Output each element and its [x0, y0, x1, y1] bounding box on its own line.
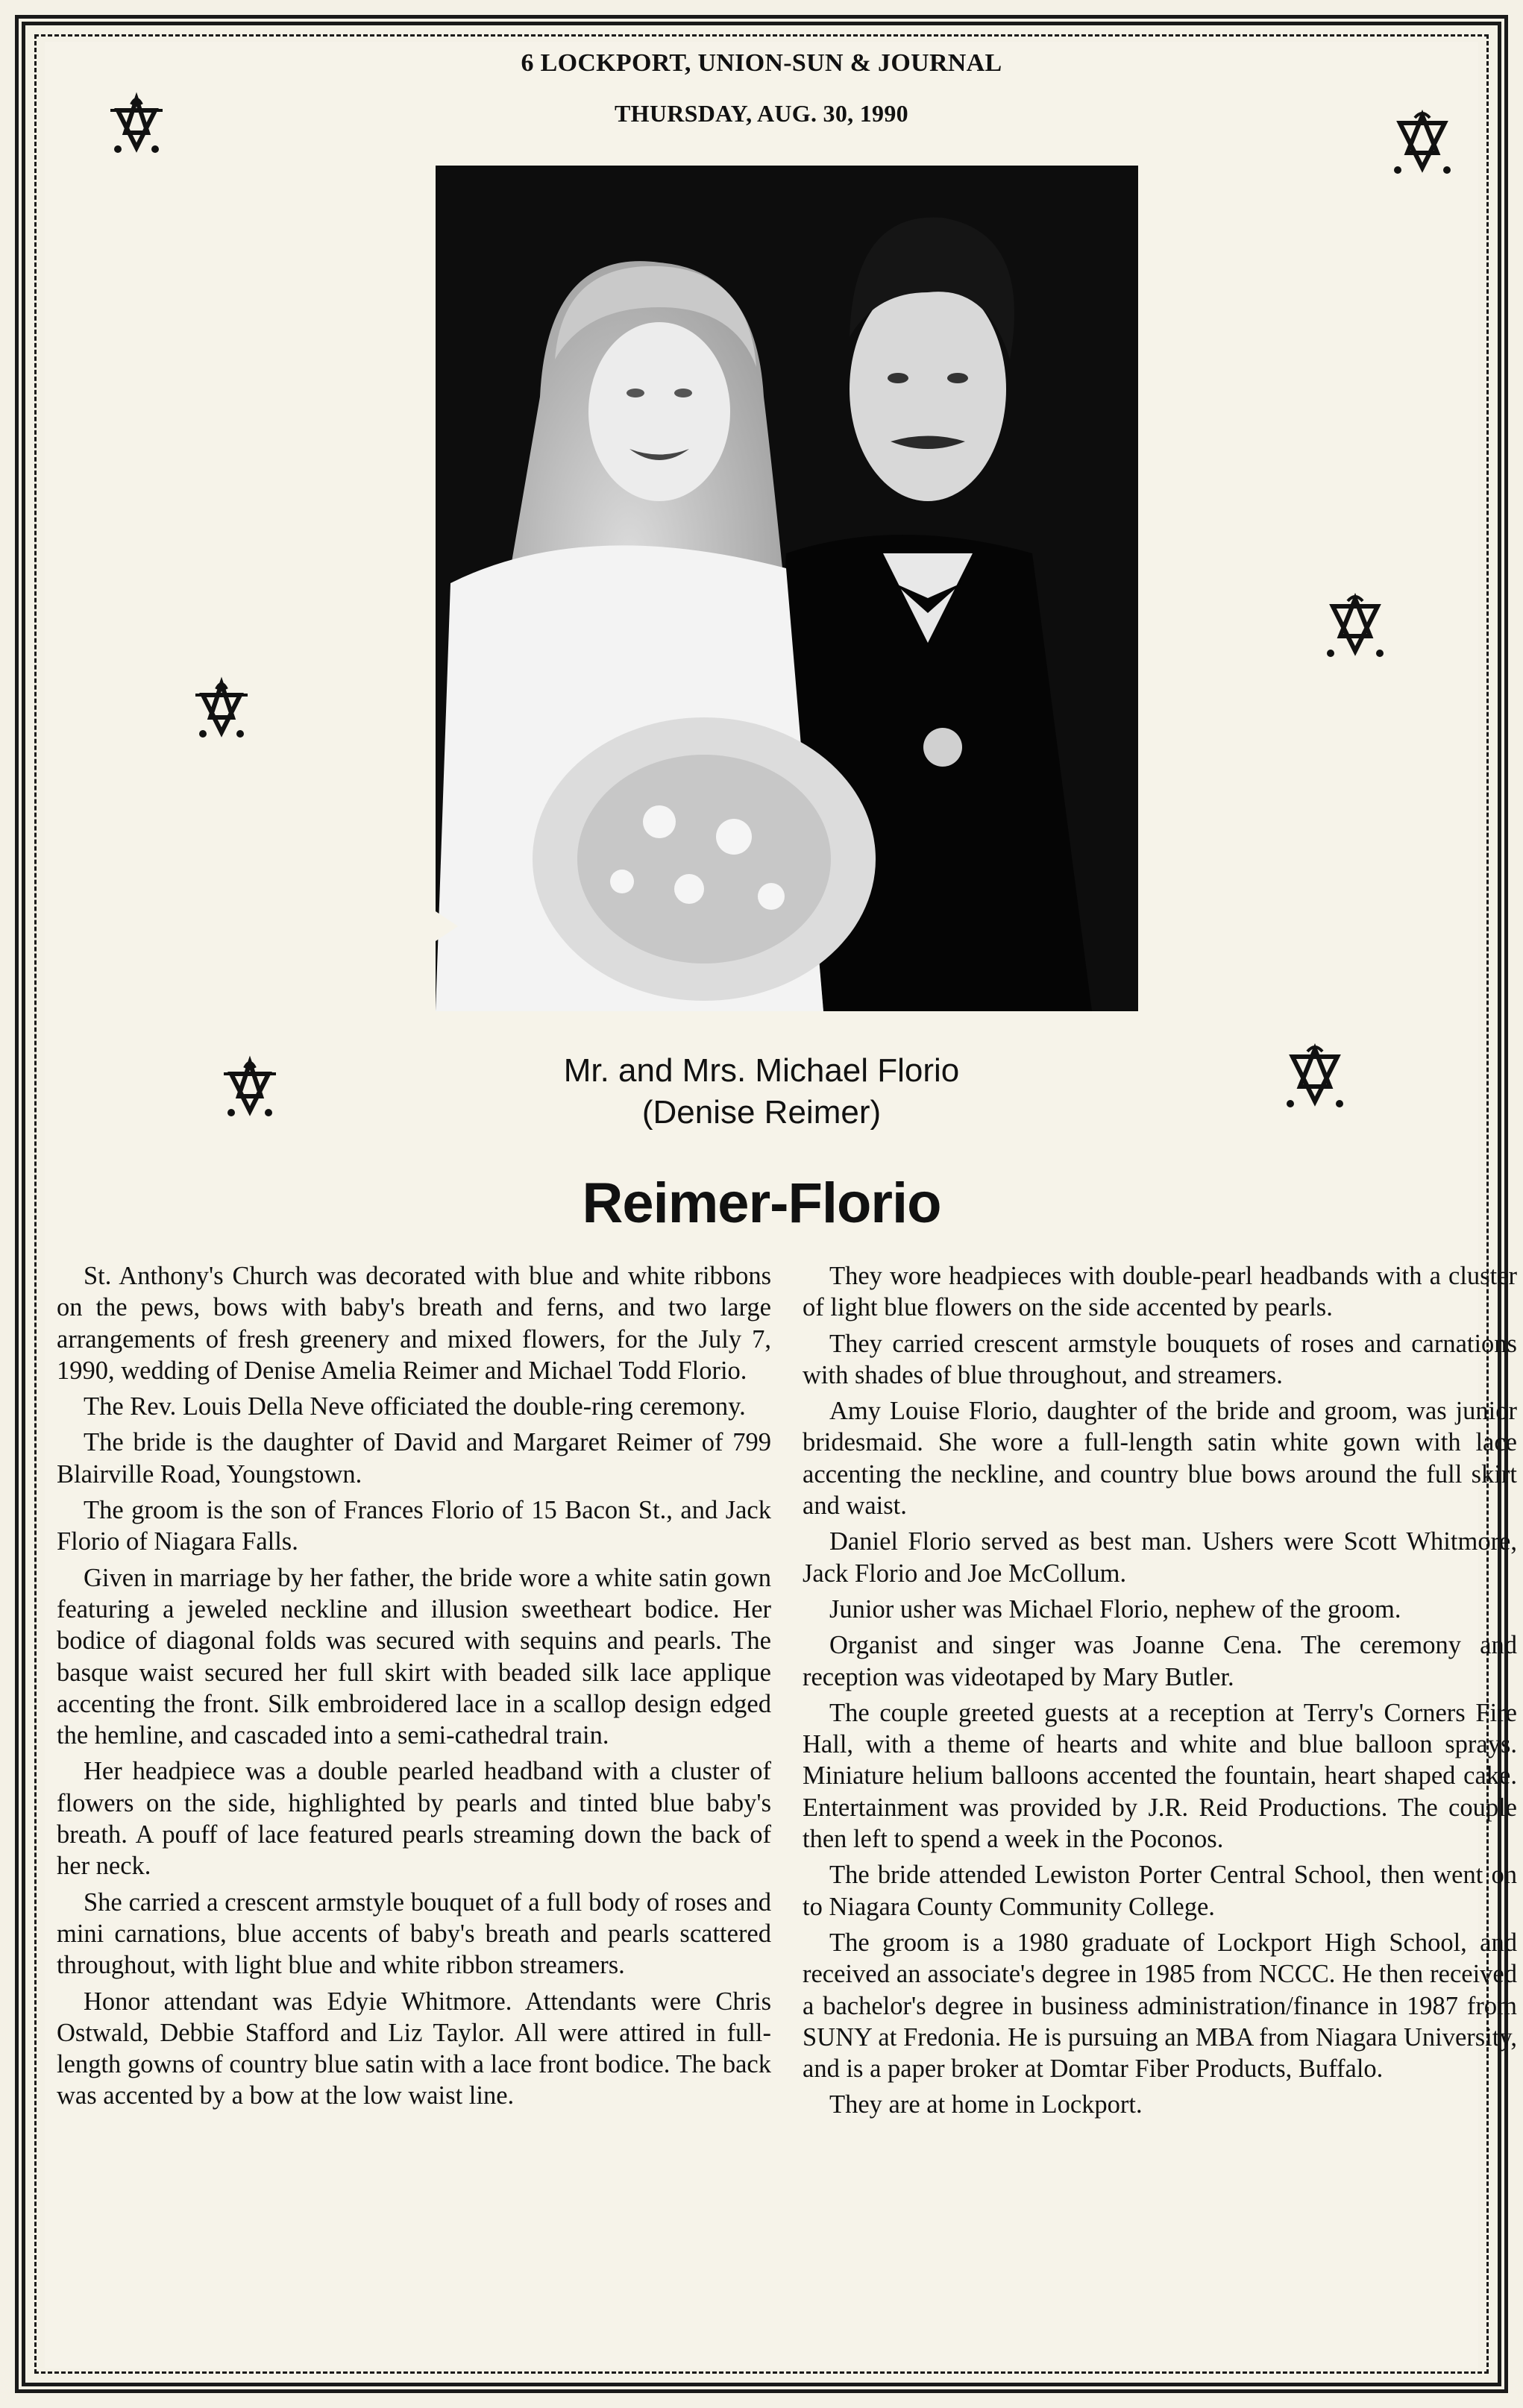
photo-caption: [0, 1050, 1523, 1134]
paragraph: They wore headpieces with double-pearl headbands with a cluster of light blue flowers on the side accented by pearls.: [803, 1262, 1517, 1322]
paragraph: She carried a crescent armstyle bouquet of a full body of roses and mini carnations, blue accents of baby's breath and pearls scattered throughout, with light blue and white ribbon streamers.: [57, 1887, 771, 1980]
paragraph: Her headpiece was a double pearled headband with a cluster of flowers on the side, highlighted by pearls and tinted blue baby's breath. A pouff of lace featured pearls streaming down the back of her neck.: [57, 1757, 771, 1881]
paragraph: Daniel Florio served as best man. Ushers were Scott Whitmore, Jack Florio and Joe McCollum.: [803, 1527, 1517, 1588]
paragraph: Given in marriage by her father, the bride wore a white satin gown featuring a jeweled neckline and illusion sweetheart bodice. Her bodice of diagonal folds was secured with sequins and pearls. The basque waist secured her full skirt with beaded silk lace applique accenting the front. Silk embroidered lace in a scallop design edged the hemline, and cascaded into a semi-cathedral train.: [57, 1563, 771, 1750]
paragraph: They are at home in Lockport.: [829, 2090, 1143, 2119]
wedding-bells-icon: [1381, 104, 1463, 186]
paragraph: They carried crescent armstyle bouquets of roses and carnations with shades of blue throughout, and streamers.: [803, 1329, 1517, 1389]
paragraph: Junior usher was Michael Florio, nephew of the groom.: [829, 1594, 1401, 1623]
paragraph: Honor attendant was Edyie Whitmore. Attendants were Chris Ostwald, Debbie Stafford and Liz Taylor. All were attired in full-length gowns of country blue satin with a lace front bodice. The back was accented by a bow at the low waist line.: [57, 1987, 771, 2110]
article-column-left: [57, 1260, 771, 2116]
masthead-date: THURSDAY, AUG. 30, 1990: [615, 100, 908, 127]
paragraph: The groom is a 1980 graduate of Lockport High School, and received an associate's degree in 1985 from NCCC. He then received a bachelor's degree in business administration/finance in 1987 from SUNY at Fredonia. He is pursuing an MBA from Niagara University, and is a paper broker at Domtar Fiber Products, Buffalo.: [803, 1928, 1517, 2084]
paragraph: The groom is the son of Frances Florio of 15 Bacon St., and Jack Florio of Niagara Falls.: [57, 1496, 771, 1556]
wedding-bells-icon: [95, 88, 178, 170]
wedding-photo: [436, 166, 1138, 1011]
article-column-right: [803, 1260, 1517, 2125]
caption-names: Mr. and Mrs. Michael Florio: [563, 1052, 960, 1089]
paragraph: The bride attended Lewiston Porter Central School, then went on to Niagara County Community College.: [803, 1861, 1517, 1921]
caption-maiden-name: (Denise Reimer): [641, 1094, 882, 1131]
paragraph: St. Anthony's Church was decorated with blue and white ribbons on the pews, bows with baby's breath and ferns, and two large arrangements of fresh greenery and mixed flowers, for the July 7, 1990, wedding of Denise Amelia Reimer and Michael Todd Florio.: [57, 1262, 771, 1385]
wedding-bells-icon: [1314, 588, 1396, 670]
paragraph: Amy Louise Florio, daughter of the bride and groom, was junior bridesmaid. She wore a full-length satin white gown with lace accenting the neckline, and country blue bows around the full skirt and waist.: [803, 1397, 1517, 1521]
paragraph: Organist and singer was Joanne Cena. The ceremony and reception was videotaped by Mary Butler.: [803, 1631, 1517, 1691]
masthead-title: 6 LOCKPORT, UNION-SUN & JOURNAL: [521, 49, 1002, 77]
paragraph: The Rev. Louis Della Neve officiated the double-ring ceremony.: [84, 1392, 746, 1421]
paragraph: The couple greeted guests at a reception at Terry's Corners Fire Hall, with a theme of hearts and white and blue balloon sprays. Miniature helium balloons accented the fountain, heart shaped cake. Entertainment was provided by J.R. Reid Productions. The couple then left to spend a week in the Poconos.: [803, 1698, 1517, 1854]
wedding-bells-icon: [180, 673, 263, 755]
article-headline: Reimer-Florio: [582, 1172, 941, 1235]
paragraph: The bride is the daughter of David and Margaret Reimer of 799 Blairville Road, Youngstown.: [57, 1428, 771, 1489]
